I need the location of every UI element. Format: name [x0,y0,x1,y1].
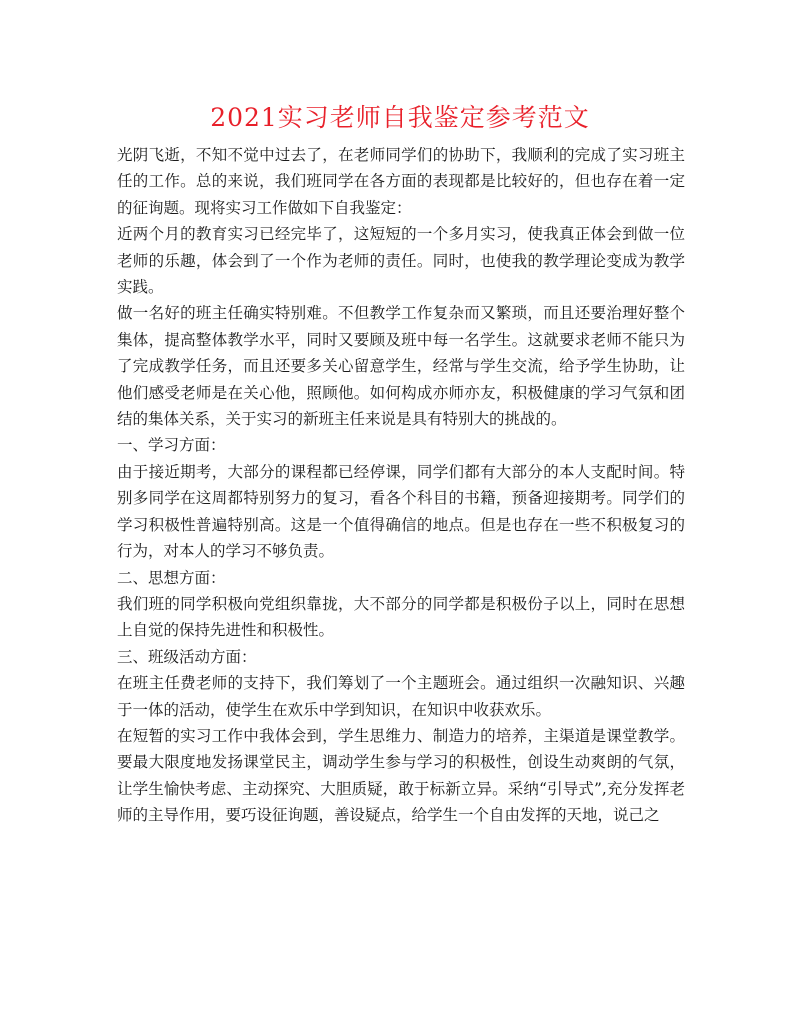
paragraph-study: 由于接近期考，大部分的课程都已经停课，同学们都有大部分的本人支配时间。特别多同学在这周都特别努力的复习，看各个科目的书籍，预备迎接期考。同学们的学习积极性普遍特别高。这是一个值得确信的地点。但是也存在一些不积极复习的行为，对本人的学习不够负责。 [117,462,685,561]
section-heading-class-activities: 三、班级活动方面： [117,647,257,666]
paragraph-teaching-reflection: 在短暂的实习工作中我体会到，学生思维力、制造力的培养，主渠道是课堂教学。要最大限度地发扬课堂民主，调动学生参与学习的积极性，创设生动爽朗的气氛，让学生愉快考虑、主动探究、大胆质疑，敢于标新立异。采纳“引导式”,充分发挥老师的主导作用，要巧设征询题，善设疑点，给学生一个自由发挥的天地，说己之 [117,726,685,825]
section-heading-thought: 二、思想方面： [117,568,226,587]
paragraph-head-teacher: 做一名好的班主任确实特别难。不但教学工作复杂而又繁琐，而且还要治理好整个集体，提高整体教学水平，同时又要顾及班中每一名学生。这就要求老师不能只为了完成教学任务，而且还要多关心留意学生，经常与学生交流，给予学生协助，让他们感受老师是在关心他，照顾他。如何构成亦师亦友，积极健康的学习气氛和团结的集体关系，关于实习的新班主任来说是具有特别大的挑战的。 [117,304,685,429]
paragraph-class-activities: 在班主任费老师的支持下，我们筹划了一个主题班会。通过组织一次融知识、兴趣于一体的活动，使学生在欢乐中学到知识，在知识中收获欢乐。 [117,674,685,719]
document-title: 2021实习老师自我鉴定参考范文 [210,103,590,132]
paragraph-thought: 我们班的同学积极向党组织靠拢，大不部分的同学都是积极份子以上，同时在思想上自觉的保持先进性和积极性。 [117,594,685,640]
section-heading-study: 一、学习方面： [117,436,226,455]
paragraph-internship-experience: 近两个月的教育实习已经完毕了，这短短的一个多月实习，使我真正体会到做一位老师的乐趣，体会到了一个作为老师的责任。同时，也使我的教学理论变成为教学实践。 [117,225,685,297]
document-body [117,142,685,829]
paragraph-intro: 光阴飞逝，不知不觉中过去了，在老师同学们的协助下，我顺利的完成了实习班主任的工作。总的来说，我们班同学在各方面的表现都是比较好的，但也存在着一定的征询题。现将实习工作做如下自我鉴定： [117,146,685,217]
